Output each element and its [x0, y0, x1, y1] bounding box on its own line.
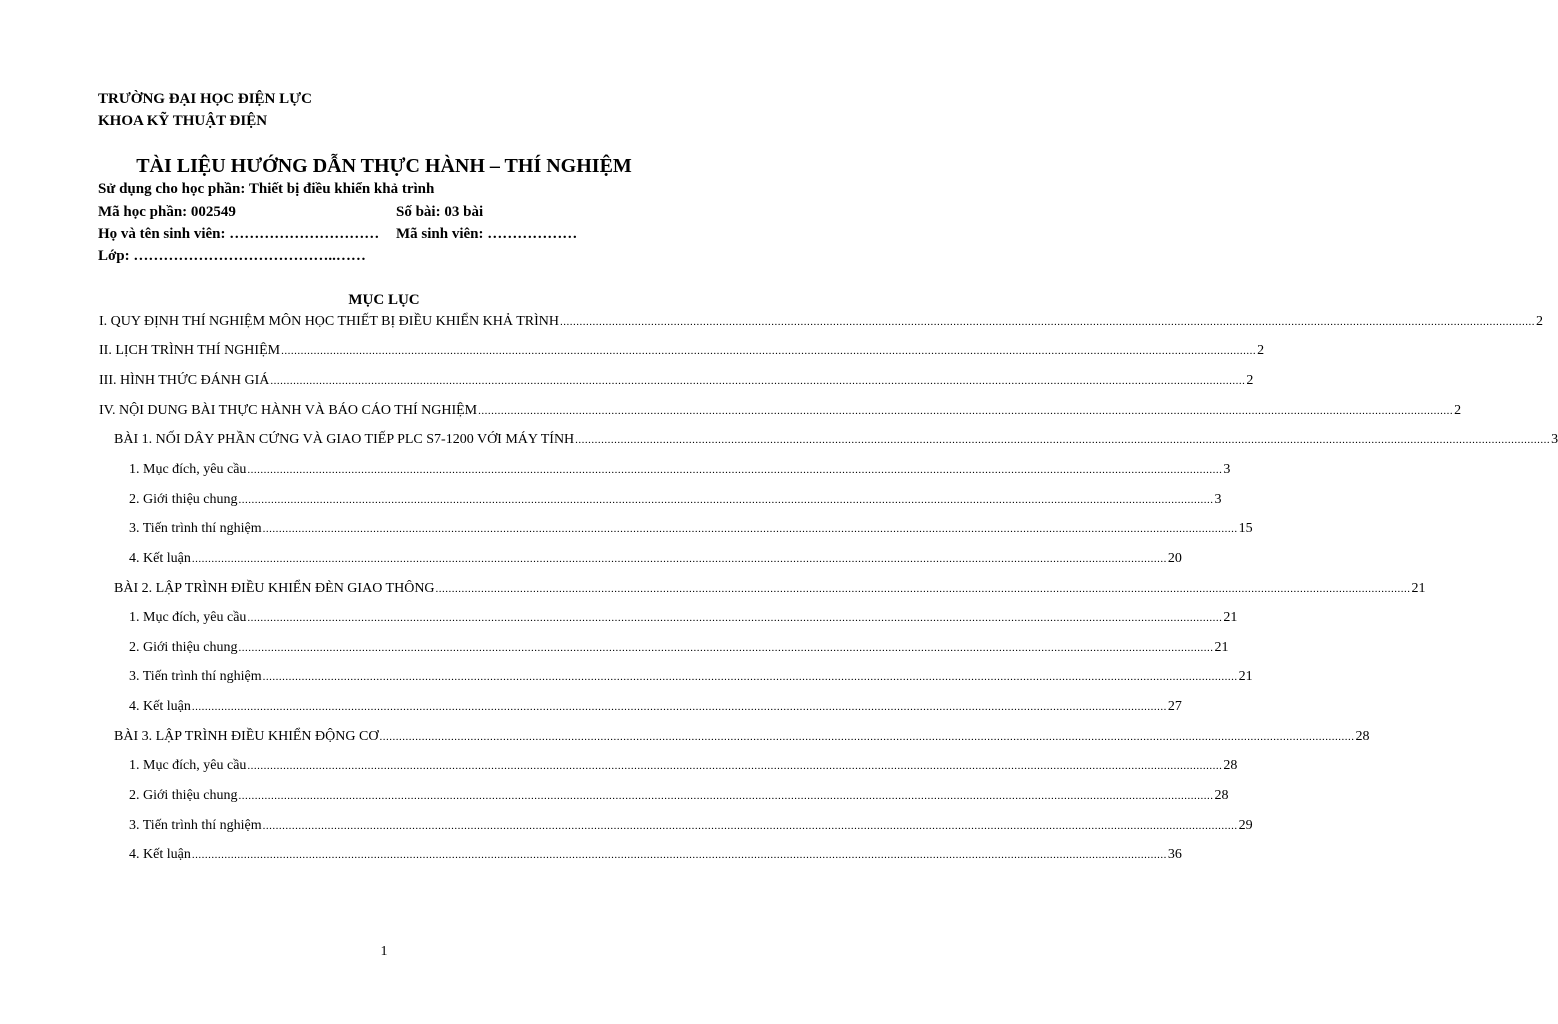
faculty-name: KHOA KỸ THUẬT ĐIỆN [98, 113, 268, 129]
toc-entry-page: 21 [1223, 610, 1238, 625]
toc-entry[interactable]: 4. Kết luận ............................................................................................................................................................................................................................................................................................................ 27 [129, 699, 1182, 714]
toc-entry-page: 29 [1238, 818, 1253, 833]
toc-entry-label: 3. Tiến trình thí nghiệm [129, 521, 262, 536]
toc-entry-label: 3. Tiến trình thí nghiệm [129, 818, 262, 833]
toc-entry-label: 1. Mục đích, yêu cầu [129, 758, 247, 773]
toc-entry-label: 4. Kết luận [129, 551, 191, 566]
toc-entry-label: III. HÌNH THỨC ĐÁNH GIÁ [99, 373, 270, 388]
toc-entry-label: I. QUY ĐỊNH THÍ NGHIỆM MÔN HỌC THIẾT BỊ ĐIỀU KHIỂN KHẢ TRÌNH [99, 314, 560, 329]
toc-entry[interactable]: BÀI 2. LẬP TRÌNH ĐIỀU KHIỂN ĐÈN GIAO THÔNG ............................................................................................................................................................................................................................................................................................................ 21 [114, 581, 1426, 596]
toc-entry-label: 4. Kết luận [129, 699, 191, 714]
toc-entry-page: 27 [1167, 699, 1182, 714]
toc-entry[interactable]: BÀI 3. LẬP TRÌNH ĐIỀU KHIỂN ĐỘNG CƠ ............................................................................................................................................................................................................................................................................................................ 28 [114, 729, 1370, 744]
toc-entry-label: 1. Mục đích, yêu cầu [129, 610, 247, 625]
class-field: Lớp: …………………………………..…… [98, 248, 366, 264]
toc-entry-label: 3. Tiến trình thí nghiệm [129, 669, 262, 684]
toc-entry-page: 15 [1238, 521, 1253, 536]
toc-entry-label: BÀI 1. NỐI DÂY PHẦN CỨNG VÀ GIAO TIẾP PLC S7-1200 VỚI MÁY TÍNH [114, 432, 575, 447]
toc-entry-page: 2 [1246, 373, 1254, 388]
toc-entry-page: 2 [1454, 403, 1462, 418]
lesson-count: Số bài: 03 bài [396, 204, 484, 220]
toc-entry[interactable]: 2. Giới thiệu chung ............................................................................................................................................................................................................................................................................................................ 3 [129, 492, 1222, 507]
toc-entry[interactable]: II. LỊCH TRÌNH THÍ NGHIỆM ............................................................................................................................................................................................................................................................................................................ 2 [99, 343, 1265, 358]
toc-entry-page: 3 [1214, 492, 1222, 507]
toc-entry-label: BÀI 2. LẬP TRÌNH ĐIỀU KHIỂN ĐÈN GIAO THÔNG [114, 581, 435, 596]
toc-entry[interactable]: 3. Tiến trình thí nghiệm ............................................................................................................................................................................................................................................................................................................ 29 [129, 818, 1253, 833]
toc-entry[interactable]: 2. Giới thiệu chung ............................................................................................................................................................................................................................................................................................................ 21 [129, 640, 1229, 655]
toc-entry-page: 3 [1223, 462, 1231, 477]
toc-entry[interactable]: 2. Giới thiệu chung ............................................................................................................................................................................................................................................................................................................ 28 [129, 788, 1229, 803]
toc-entry-page: 3 [1551, 432, 1558, 447]
toc-entry-label: 2. Giới thiệu chung [129, 640, 238, 655]
toc-entry-label: II. LỊCH TRÌNH THÍ NGHIỆM [99, 343, 281, 358]
toc-entry-label: 1. Mục đích, yêu cầu [129, 462, 247, 477]
toc-entry-page: 21 [1411, 581, 1426, 596]
toc-entry-label: 4. Kết luận [129, 847, 191, 862]
document-title: TÀI LIỆU HƯỚNG DẪN THỰC HÀNH – THÍ NGHIỆM [136, 155, 632, 177]
toc-entry[interactable]: 1. Mục đích, yêu cầu ............................................................................................................................................................................................................................................................................................................ 21 [129, 610, 1238, 625]
toc-entry[interactable]: III. HÌNH THỨC ĐÁNH GIÁ ............................................................................................................................................................................................................................................................................................................ 2 [99, 373, 1254, 388]
page-number: 1 [380, 944, 388, 959]
student-name-field: Họ và tên sinh viên: ………………………… [98, 226, 380, 242]
toc-entry[interactable]: 3. Tiến trình thí nghiệm ............................................................................................................................................................................................................................................................................................................ 21 [129, 669, 1253, 684]
course-line: Sử dụng cho học phần: Thiết bị điều khiển khả trình [98, 181, 435, 197]
toc-entry[interactable]: BÀI 1. NỐI DÂY PHẦN CỨNG VÀ GIAO TIẾP PLC S7-1200 VỚI MÁY TÍNH ............................................................................................................................................................................................................................................................................................................ 3 [114, 432, 1558, 447]
toc-entry-page: 21 [1238, 669, 1253, 684]
toc-entry-page: 2 [1536, 314, 1544, 329]
toc-entry-label: IV. NỘI DUNG BÀI THỰC HÀNH VÀ BÁO CÁO THÍ NGHIỆM [99, 403, 478, 418]
university-name: TRƯỜNG ĐẠI HỌC ĐIỆN LỰC [98, 91, 312, 107]
toc-entry[interactable]: 1. Mục đích, yêu cầu ............................................................................................................................................................................................................................................................................................................ 3 [129, 462, 1231, 477]
toc-entry[interactable]: I. QUY ĐỊNH THÍ NGHIỆM MÔN HỌC THIẾT BỊ ĐIỀU KHIỂN KHẢ TRÌNH ............................................................................................................................................................................................................................................................................................................ 2 [99, 314, 1544, 329]
toc-entry-page: 21 [1214, 640, 1229, 655]
student-id-field: Mã sinh viên: ……………… [396, 226, 578, 242]
toc-entry-page: 28 [1355, 729, 1370, 744]
toc-title: MỤC LỤC [348, 292, 420, 308]
toc-entry[interactable]: IV. NỘI DUNG BÀI THỰC HÀNH VÀ BÁO CÁO THÍ NGHIỆM ............................................................................................................................................................................................................................................................................................................ 2 [99, 403, 1462, 418]
toc-entry-page: 2 [1257, 343, 1265, 358]
course-code: Mã học phần: 002549 [98, 204, 236, 220]
toc-entry[interactable]: 4. Kết luận ............................................................................................................................................................................................................................................................................................................ 36 [129, 847, 1182, 862]
toc-entry[interactable]: 1. Mục đích, yêu cầu ............................................................................................................................................................................................................................................................................................................ 28 [129, 758, 1238, 773]
toc-entry-page: 20 [1167, 551, 1182, 566]
toc-entry-page: 36 [1167, 847, 1182, 862]
toc-entry-label: 2. Giới thiệu chung [129, 492, 238, 507]
toc-entry-page: 28 [1223, 758, 1238, 773]
toc-entry-label: 2. Giới thiệu chung [129, 788, 238, 803]
toc-entry[interactable]: 3. Tiến trình thí nghiệm ............................................................................................................................................................................................................................................................................................................ 15 [129, 521, 1253, 536]
toc-entry[interactable]: 4. Kết luận ............................................................................................................................................................................................................................................................................................................ 20 [129, 551, 1182, 566]
toc-entry-page: 28 [1214, 788, 1229, 803]
toc-entry-label: BÀI 3. LẬP TRÌNH ĐIỀU KHIỂN ĐỘNG CƠ [114, 729, 379, 744]
